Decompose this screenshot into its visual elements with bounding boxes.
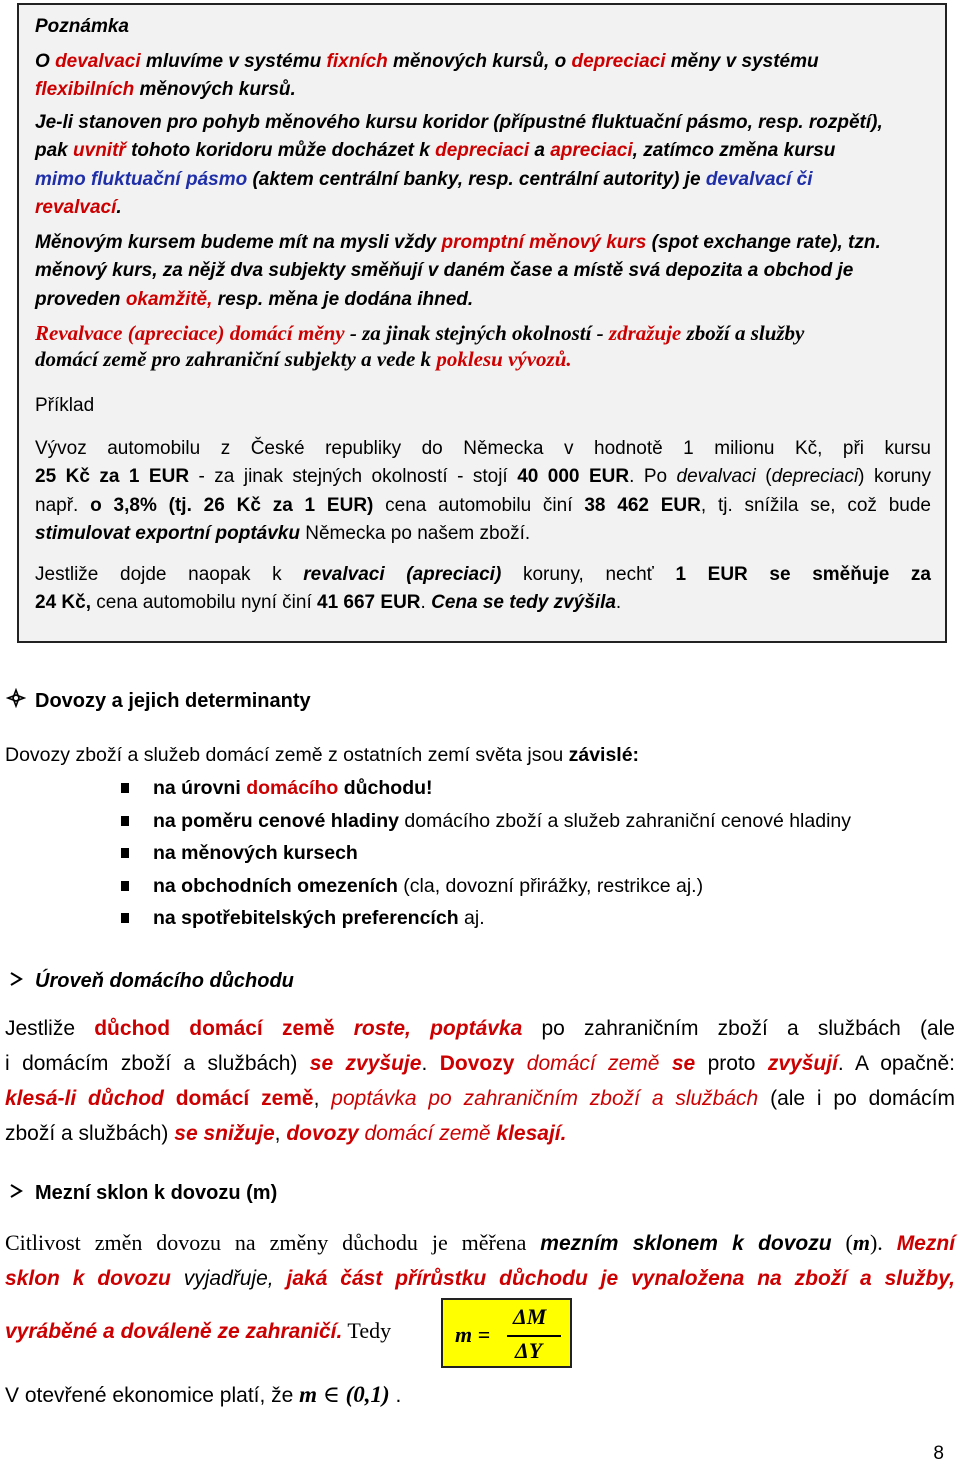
square-bullet-icon: [121, 848, 129, 858]
list-item: na měnových kursech: [5, 837, 955, 870]
note-box: [17, 3, 947, 643]
list-item: na spotřebitelských preferencích aj.: [5, 902, 955, 935]
imports-heading: Dovozy a jejich determinanty: [5, 688, 955, 714]
imports-intro: Dovozy zboží a služeb domácí země z ostatních zemí světa jsou závislé:: [5, 744, 640, 766]
income-heading: Úroveň domácího důchodu: [5, 970, 955, 993]
note-paragraph-3: Měnovým kursem budeme mít na mysli vždy promptní měnový kurs (spot exchange rate), tzn. měnový kurs, za nějž dva subjekty směňují v daném čase a místě svá depozita a obchod je proveden okamžitě, resp. měna je dodána ihned.: [35, 231, 881, 310]
determinants-list: [5, 772, 955, 935]
square-bullet-icon: [121, 913, 129, 923]
square-bullet-icon: [121, 783, 129, 793]
note-paragraph-2: Je-li stanoven pro pohyb měnového kursu koridor (přípustné fluktuační pásmo, resp. rozpětí), pak uvnitř tohoto koridoru může docházet k depreciaci a apreciaci, zatímco změna kursu mimo fluktuační pásmo (aktem centrální banky, resp. centrální autority) je devalvací či revalvací.: [35, 111, 883, 218]
example-title: Příklad: [35, 395, 95, 416]
diamond-bullet-icon: [5, 688, 27, 714]
mps-last-line: V otevřené ekonomice platí, že m ∈ (0,1) .: [5, 1382, 402, 1407]
example-paragraph-1: Vývoz automobilu z České republiky do Německa v hodnotě 1 milionu Kč, při kursu 25 Kč za 1 EUR - za jinak stejných okolností - stojí 40 000 EUR. Po devalvaci (depreciaci) koruny např. o 3,8% (tj. 26 Kč za 1 EUR) cena automobilu činí 38 462 EUR, tj. snížila se, což bude stimulovat exportní poptávku Německa po našem zboží.: [35, 437, 931, 544]
formula-box: [441, 1298, 572, 1368]
example-paragraph-2: Jestliže dojde naopak k revalvaci (apreciaci) koruny, nechť 1 EUR se směňuje za 24 Kč, cena automobilu nyní činí 41 667 EUR. Cena se tedy zvýšila.: [35, 563, 931, 613]
note-paragraph-4: Revalvace (apreciace) domácí měny - za jinak stejných okolností - zdražuje zboží a služby domácí země pro zahraniční subjekty a vede k poklesu vývozů.: [35, 321, 805, 371]
income-section: [5, 970, 955, 1151]
note-title: Poznámka: [35, 16, 129, 37]
arrow-bullet-icon: [5, 1182, 27, 1205]
mps-paragraph: Citlivost změn dovozu na změny důchodu je měřena mezním sklonem k dovozu (m). Mezní sklon k dovozu vyjadřuje, jaká část přírůstku důchodu je vynaložena na zboží a služby,: [5, 1230, 956, 1290]
income-paragraph: Jestliže důchod domácí země roste, poptávka po zahraničním zboží a službách (ale i domácím zboží a službách) se zvyšuje. Dovozy domácí země se proto zvyšují. A opačně: klesá-li důchod domácí země, poptávka po zahraničním zboží a službách (ale i po domácím zboží a službách) se snižuje, dovozy domácí země klesají.: [5, 1017, 955, 1145]
mps-paragraph-end: vyráběné a dováleně ze zahraničí. Tedy: [5, 1318, 392, 1343]
fraction-bar: [507, 1335, 561, 1337]
formula-denominator: ΔY: [515, 1338, 543, 1363]
square-bullet-icon: [121, 881, 129, 891]
arrow-bullet-icon: [5, 970, 27, 993]
imports-section: [5, 688, 955, 935]
mps-section: [5, 1182, 955, 1296]
page-number: 8: [933, 1443, 944, 1464]
mps-heading: Mezní sklon k dovozu (m): [5, 1182, 955, 1205]
list-item: na obchodních omezeních (cla, dovozní přirážky, restrikce aj.): [5, 870, 955, 903]
square-bullet-icon: [121, 816, 129, 826]
list-item: na poměru cenové hladiny domácího zboží a služeb zahraniční cenové hladiny: [5, 805, 955, 838]
formula-numerator: ΔM: [513, 1304, 547, 1329]
note-paragraph-1: O devalvaci mluvíme v systému fixních měnových kursů, o depreciaci měny v systému flexibilních měnových kursů.: [35, 50, 819, 100]
formula-lhs: m =: [455, 1322, 491, 1347]
list-item: na úrovni domácího důchodu!: [5, 772, 955, 805]
